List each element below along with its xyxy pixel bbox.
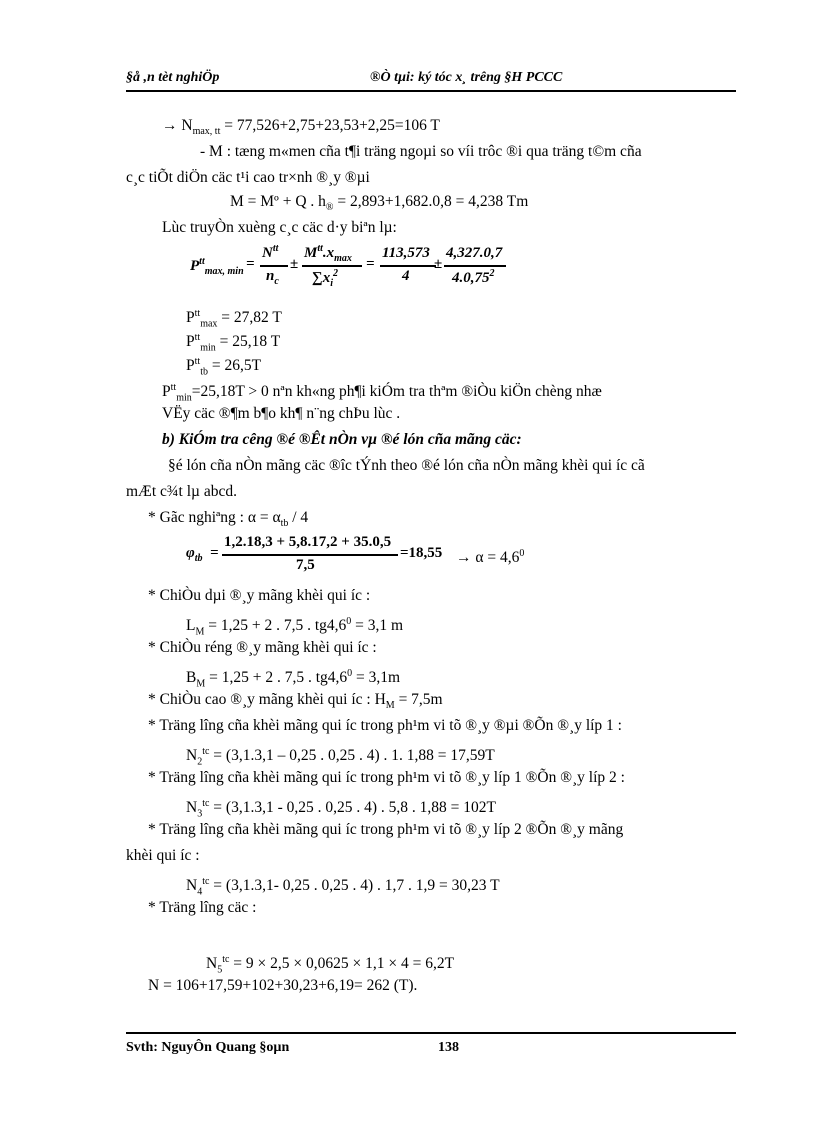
- width-formula: $B_M = 1,25 + 2$ . 7,5 . $tg4,6^0 = 3,1m$: [186, 668, 401, 690]
- force-intro: Lùc truyÒn xuèng c¸c cäc d·y biªn lµ:: [162, 219, 397, 236]
- width-title: * ChiÒu réng ®¸y mãng khèi qui íc :: [148, 639, 377, 656]
- p-min-line: $P^{tt}_{min} = 25,18$ T: [186, 332, 281, 354]
- n4-formula: $N_4^{tc} = (3,1.3,1-$ 0,25 . 0,25 . 4) . 1,7 . 1,9 = 30,23 T: [186, 876, 500, 898]
- weight-title-1: * Träng lîng cña khèi mãng qui íc trong ph¹m vi tõ ®¸y ®µi ®Õn ®¸y líp 1 :: [148, 717, 622, 734]
- nmax-line: → $N_{max, tt} = 77,526+2,75+23,53+2,25=106$ T: [162, 117, 440, 138]
- angle-line: * Gãc nghiªng : $\alpha = \alpha_{tb} / 4$: [148, 509, 309, 530]
- moment-formula: M = Mº + Q . $h_® = 2,893+1,682.0,8 = 4,238$ Tm: [230, 193, 529, 214]
- height-line: * ChiÒu cao ®¸y mãng khèi qui íc : $H_M = 7,5m$: [148, 691, 443, 712]
- n5-formula: $N_5^{tc} = 9 \times 2,5 \times 0,0625 \times 1,1 \times 4 = 6,2T$: [206, 954, 455, 976]
- weight-title-2: * Träng lîng cña khèi mãng qui íc trong ph¹m vi tõ ®¸y líp 1 ®Õn ®¸y líp 2 :: [148, 769, 625, 786]
- conclusion-line: VËy cäc ®¶m b¶o kh¶ n¨ng chÞu lùc .: [162, 405, 401, 422]
- page-number: 138: [438, 1040, 459, 1055]
- weight-title-4: * Träng lîng cäc :: [148, 899, 257, 916]
- footer-rule: [126, 1032, 736, 1034]
- length-formula: $L_M = 1,25 + 2$ . 7,5 . $tg4,6^0 = 3,1$ m: [186, 616, 404, 638]
- moment-desc-1: - M : tæng m«men cña t¶i träng ngoµi so víi trôc ®i qua träng t©m cña: [200, 143, 642, 160]
- moment-desc-2: c¸c tiÕt diÖn cäc t¹i cao tr×nh ®¸y ®µi: [126, 169, 370, 186]
- header-left: §å ,n tèt nghiÖp: [126, 70, 220, 85]
- settlement-para-2: mÆt c¾t lµ abcd.: [126, 483, 237, 500]
- n3-formula: $N_3^{tc} = (3,1.3,1 - 0,25$ . 0,25 . 4) . 5,8 . 1,88 = 102T: [186, 798, 496, 820]
- section-heading-b: b) KiÓm tra cêng ®é ®Êt nÒn vµ ®é lón cña mãng cäc:: [162, 431, 522, 448]
- settlement-para-1: §é lón cña nÒn mãng cäc ®îc tÝnh theo ®é lón cña nÒn mãng khèi qui íc cã: [168, 457, 645, 474]
- weight-title-3a: * Träng lîng cña khèi mãng qui íc trong ph¹m vi tõ ®¸y líp 2 ®Õn ®¸y mãng: [148, 821, 624, 838]
- weight-title-3b: khèi qui íc :: [126, 847, 200, 864]
- total-line: N = 106+17,59+102+30,23+6,19= 262 (T).: [148, 977, 418, 994]
- p-tb-line: $P^{tt}_{tb} = 26,5T$: [186, 356, 262, 378]
- footer-author: Svth: NguyÔn Quang §oµn: [126, 1040, 290, 1055]
- header-rule: [126, 90, 736, 92]
- document-page: §å ,n tèt nghiÖp ®Ò tµi: ký tóc x¸ trêng §H PCCC → $N_{max, tt} = 77,526+2,75+23,53+2,25=106$ T - M : tæng m«men cña t¶i träng ngoµi so víi trôc ®i qua träng t©m cña c¸c tiÕt diÖn cäc t¹i cao tr×nh ®¸y ®µi M = Mº + Q . $h_® = 2,893+1,682.0,8 = 4,238$ Tm Lùc truyÒn xuèng c¸c cäc d·y biªn lµ: $P^{tt}_{max, min}$ = $N^{tt}$ $n_c$ ± $M^{tt}.x_{max}$ $\sum x_i^2$ = 113,573 4 ± 4,327.0,7 4.0,75$^2$ $P^{tt}_{max} = 27,82$ T $P^{tt}_{min} = 25,18$ T $P^{tt}_{tb} = 26,5T$ $P^{tt}_{min}=25,18T > 0$ nªn kh«ng ph¶i kiÓm tra thªm ®iÒu kiÖn chèng nhæ VËy cäc ®¶m b¶o kh¶ n¨ng chÞu lùc . b) KiÓm tra cêng ®é ®Êt nÒn vµ ®é lón cña mãng cäc: §é lón cña nÒn mãng cäc ®îc tÝnh theo ®é lón cña nÒn mãng khèi qui íc cã mÆt c¾t lµ abcd. * Gãc nghiªng : $\alpha = \alpha_{tb} / 4$ $\varphi_{tb}$ = 1,2.18,3 + 5,8.17,2 + 35.0,5 7,5 =18,55 → $\alpha = 4,6^0$ * ChiÒu dµi ®¸y mãng khèi qui íc : $L_M = 1,25 + 2$ . 7,5 . $tg4,6^0 = 3,1$ m * ChiÒu réng ®¸y mãng khèi qui íc : $B_M = 1,25 + 2$ . 7,5 . $tg4,6^0 = 3,1m$ * ChiÒu cao ®¸y mãng khèi qui íc : $H_M = 7,5m$ * Träng lîng cña khèi mãng qui íc trong ph¹m vi tõ ®¸y ®µi ®Õn ®¸y líp 1 : $N_2^{tc} = (3,1.3,1 - 0,25$ . 0,25 . 4) . 1. 1,88 = 17,59T * Träng lîng cña khèi mãng qui íc trong ph¹m vi tõ ®¸y líp 1 ®Õn ®¸y líp 2 : $N_3^{tc} = (3,1.3,1 - 0,25$ . 0,25 . 4) . 5,8 . 1,88 = 102T * Träng lîng cña khèi mãng qui íc trong ph¹m vi tõ ®¸y líp 2 ®Õn ®¸y mãng khèi qui íc : $N_4^{tc} = (3,1.3,1-$ 0,25 . 0,25 . 4) . 1,7 . 1,9 = 30,23 T * Träng lîng cäc : $N_5^{tc} = 9 \times 2,5 \times 0,0625 \times 1,1 \times 4 = 6,2T$ N = 106+17,59+102+30,23+6,19= 262 (T). Svth: NguyÔn Quang §oµn 138: [0, 0, 816, 1123]
- p-min-check-line: $P^{tt}_{min}=25,18T > 0$ nªn kh«ng ph¶i kiÓm tra thªm ®iÒu kiÖn chèng nhæ: [162, 382, 602, 404]
- header-right: ®Ò tµi: ký tóc x¸ trêng §H PCCC: [370, 70, 563, 85]
- length-title: * ChiÒu dµi ®¸y mãng khèi qui íc :: [148, 587, 371, 604]
- p-max-line: $P^{tt}_{max} = 27,82$ T: [186, 308, 282, 330]
- n2-formula: $N_2^{tc} = (3,1.3,1 - 0,25$ . 0,25 . 4) . 1. 1,88 = 17,59T: [186, 746, 495, 768]
